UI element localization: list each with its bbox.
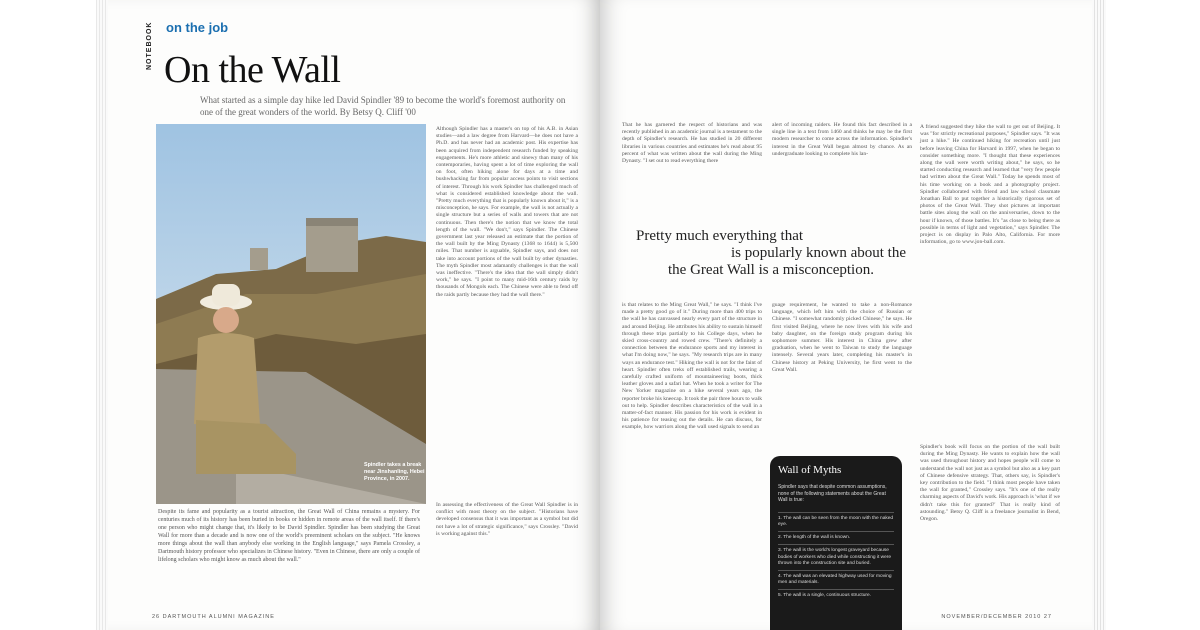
myth-item: 1. The wall can be seen from the moon with the naked eye.	[778, 512, 894, 531]
right-folio: NOVEMBER/DECEMBER 2010 27	[941, 614, 1052, 620]
myths-sidebar	[770, 456, 902, 630]
myth-item: 5. The wall is a single, continuous structure.	[778, 589, 894, 602]
page-stack-left	[96, 0, 108, 630]
pull-quote-line: the Great Wall is a misconception.	[668, 262, 874, 278]
column-d: alert of incoming raiders. He found this fact described in a single line in a text from 1460 and thinks he may be the first modern researcher to come across the information. Spindler's interest in the Great Wall began almost by chance. As an undergraduate looking to complete his lan-	[772, 122, 912, 157]
myth-item: 3. The wall is the world's longest graveyard because bodies of workers who died while constructing it were thrown into the construction site and buried.	[778, 544, 894, 570]
column-e: A friend suggested they hike the wall to get out of Beijing. It was "for strictly recreational purposes," Spindler says. "It was just a hike." He continued hiking for recreation until just before leaving China for Harvard in 1997, when he began to consider something more. "I thought that these experiences along the wall were worth writing about," he says, so he started conducting research and learned that "very few people had written about the Great Wall." Today he spends most of his time working on a book and a photography project. Spindler collaborated with friend and law school classmate Jonathan Ball to put together a historically rigorous set of photos of the Great Wall. They shot pictures at important battle sites along the wall on the anniversaries, down to the hour if known, of those battles. It's "as close to being there as possible in terms of light and vegetation," says Spindler. The project is on display in Palo Alto, California. For more information, go to www.jon-ball.com.	[920, 124, 1060, 246]
notebook-label: NOTEBOOK	[146, 21, 153, 70]
headline: On the Wall	[164, 49, 341, 91]
column-c: That he has garnered the respect of historians and was recently published in an academic journal is a testament to the depth of Spindler's research. He has studied in 20 different libraries in various countries and estimates he's read about 95 percent of what was written about the wall during the Ming Dynasty. "I set out to read everything there	[622, 122, 762, 165]
column-h: Spindler's book will focus on the portion of the wall built during the Ming Dynasty. He wants to explain how the wall was used throughout history and hopes people will come to understand the wall not just as a symbol but also as a key part of Chinese defensive strategy. That, others say, is Spindler's key contribution to the field. "I think most people have taken the wall for granted," Crossley says. "It's one of the really charming aspects of David's work. His approach is 'what if we didn't take this for granted?' That is really kind of astounding." Betsy Q. Cliff is a freelance journalist in Bend, Oregon.	[920, 444, 1060, 523]
section-tag: on the job	[166, 20, 229, 35]
pull-quote	[636, 228, 906, 279]
page-stack-right	[1092, 0, 1106, 630]
left-page	[108, 0, 600, 630]
column-f: is that relates to the Ming Great Wall," he says. "I think I've made a pretty good go of it." During more than 400 trips to the wall he has canvassed nearly every part of the structure in and around Beijing. He attributes his ability to sustain himself through these trips partially to his College days, when he skied cross-country and rowed crew. "There's definitely a connection between the endurance sports and my interest in what I'm doing now," he says. "My research trips are in many ways an endurance test." Hiking the wall is not for the faint of heart. Spindler often treks off established trails, wearing a carefully crafted uniform of mountaineering boots, thick leather gloves and a safari hat. When he took a writer for The New Yorker magazine on a hike several years ago, the reporter broke his kneecap. It took the pair three hours to walk out to help. Spindler describes characteristics of the wall in a matter-of-fact manner. His passion for his work is evident in his patience for teasing out the details. He can discuss, for example, how warriors along the wall used signals to send an	[622, 302, 762, 431]
right-page	[600, 0, 1092, 630]
photo-caption: Spindler takes a break near Jinshanling, Hebei Province, in 2007.	[364, 462, 425, 482]
column-b: In assessing the effectiveness of the Great Wall Spindler is in conflict with most theory on the subject. "Historians have developed consensus that it was important as a symbol but did not have a lot of strategic significance," says Crossley. "David is working against this."	[436, 502, 578, 537]
feature-photo	[156, 124, 426, 504]
myth-item: 2. The length of the wall is known.	[778, 531, 894, 544]
sidebar-title: Wall of Myths	[778, 464, 842, 476]
pull-quote-line: Pretty much everything that	[636, 228, 804, 244]
myth-item: 4. The wall was an elevated highway used for moving men and materials.	[778, 570, 894, 589]
sidebar-intro: Spindler says that despite common assumptions, none of the following statements about the Great Wall is true:	[778, 484, 887, 504]
pull-quote-line: is popularly known about the	[731, 245, 906, 261]
dek: What started as a simple day hike led David Spindler '89 to become the world's foremost authority on one of the great wonders of the world. By Betsy Q. Cliff '00	[200, 95, 566, 117]
left-folio: 26 DARTMOUTH ALUMNI MAGAZINE	[152, 614, 275, 620]
column-a: Although Spindler has a master's on top of his A.B. in Asian studies—and a law degree from Harvard—he does not have a Ph.D. and has never had an academic post. His expertise has been acquired from independent research funded by speaking engagements. He's more athletic and sinewy than many of his contemporaries, having spent a lot of time exploring the wall on foot, often hiking alone for days at a time and bushwhacking far from popular access points to visit sections of interest. Through his work Spindler has challenged much of what is considered established knowledge about the wall. "Pretty much everything that is popularly known about it," is a misconception, he says. For example, the wall is not actually a single structure but a series of walls and towers that are not continuous. Then there's the notion that we know the total length of the wall. "We don't," says Spindler. The Chinese government last year released an estimate that the portion of the wall built by the Ming Dynasty (1368 to 1644) is 5,500 miles. That number is arguable, Spindler says, and does not take into account portions of the wall built by other dynasties. The myth Spindler most adamantly challenges is that the wall was ineffective. "There's the idea that the wall simply didn't work," he says. "I point to many mid-16th century raids by thousands of Mongols each. The Chinese were able to fend off the raids partly because they had the wall there."	[436, 126, 578, 298]
intro-text: Despite its fame and popularity as a tourist attraction, the Great Wall of China remains a mystery. For centuries much of its history has been buried in books or hidden in remote areas of the wall itself. If there's one person who might change that, it's likely to be David Spindler. Spindler has been studying the Great Wall for more than a decade and is now one of the world's preeminent scholars on the subject. "He knows more things about the wall than anybody else working in the English language," says Pamela Crossley, a Dartmouth history professor who specializes in Chinese history. "Even in Chinese, there are only a couple of lifelong scholars who might know as much about the wall."	[158, 509, 420, 563]
column-g: guage requirement, he wanted to take a non-Romance language, which left him with the choice of Russian or Chinese. "I somewhat randomly picked Chinese," he says. He first visited Beijing, where he now lives with his wife and baby daughter, on the foreign study program during his sophomore summer. His interest in China grew after graduation, when he went to Taiwan to study the language intensely. Several years later, completing his master's in Chinese history at Peking University, he first went to the Great Wall.	[772, 302, 912, 373]
